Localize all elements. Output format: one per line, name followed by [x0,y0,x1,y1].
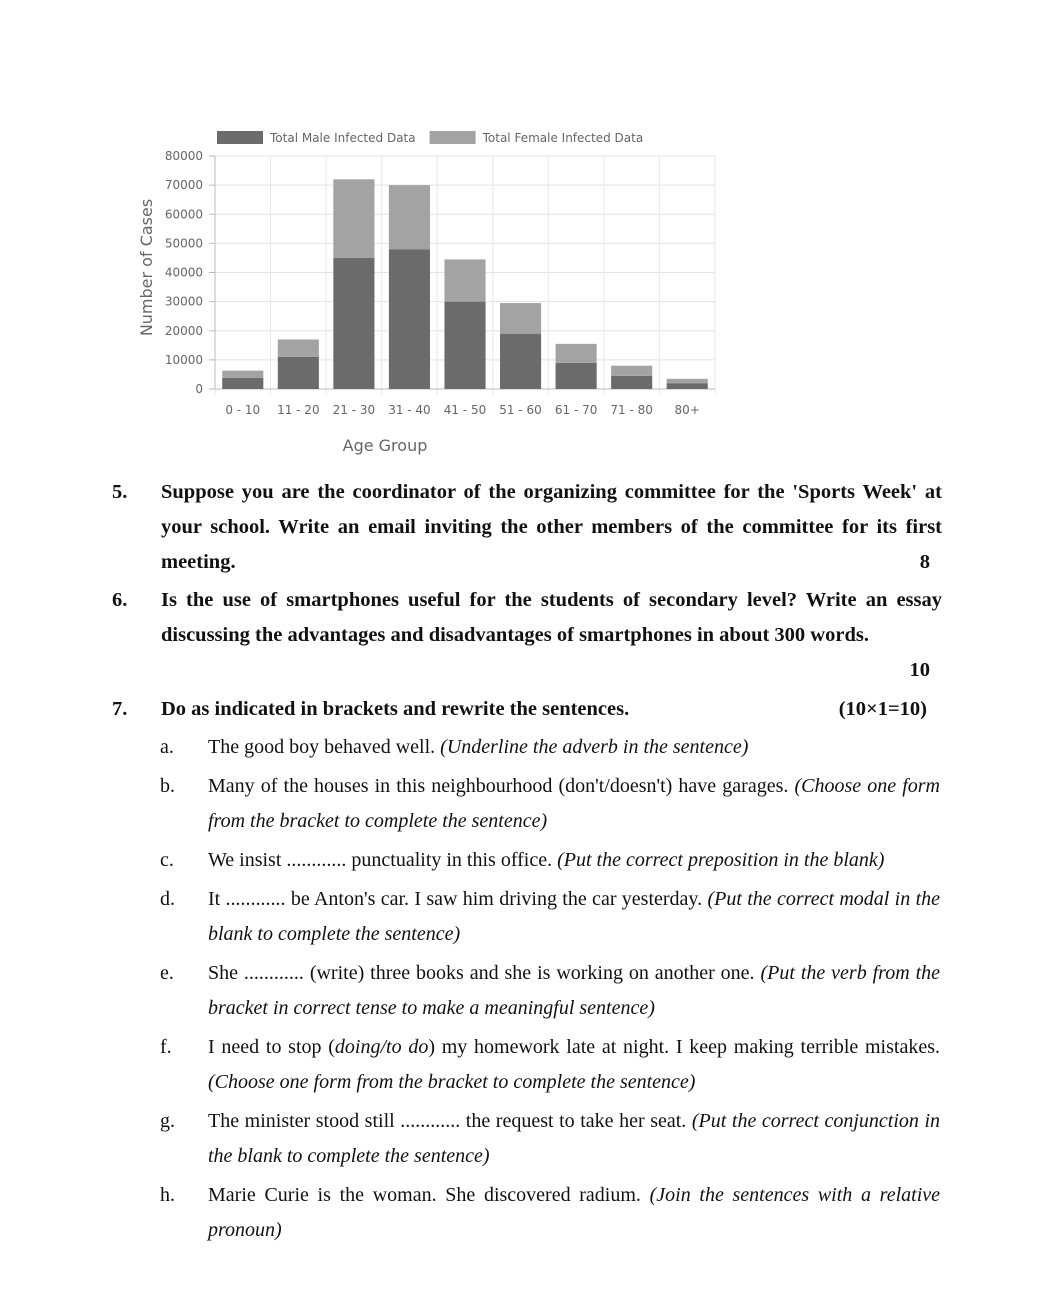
bar [278,339,319,356]
x-tick-label: 80+ [674,403,700,417]
y-axis-label: Number of Cases [137,198,156,337]
list-item [160,1104,940,1174]
item-text: The minister stood still ............ the request to take her seat. [208,1110,687,1132]
item-text: I need to stop ( [208,1036,335,1058]
item-letter: e. [160,962,174,984]
x-tick-label: 51 - 60 [499,403,542,417]
item-hint: (Put the correct modal in the blank to complete the sentence) [208,888,940,945]
item-letter: a. [160,736,174,758]
y-tick-label: 30000 [164,294,203,309]
item-hint: (Put the verb from the bracket in correct tense to make a meaningful sentence) [208,962,940,1019]
x-tick-label: 0 - 10 [225,403,261,417]
item-hint: (Put the correct preposition in the blank) [557,849,885,871]
y-tick-label: 80000 [164,149,203,163]
question-text: Do as indicated in brackets and rewrite the sentences. [161,698,630,720]
bar [222,378,263,389]
x-tick-label: 71 - 80 [610,403,653,417]
x-tick-label: 21 - 30 [332,403,376,417]
question-text: Suppose you are the coordinator of the organizing committee for the 'Sports Week' at your school. Write an email inviting the other members of the committee for its first meeting. [161,481,942,573]
age-group-chart [130,118,740,468]
x-axis-label: Age Group [342,436,428,455]
question-7-items [160,730,940,1252]
list-item [160,1030,940,1100]
question-5 [112,475,942,580]
item-hint: (Underline the adverb in the sentence) [440,736,749,758]
chart-svg [130,118,740,468]
list-item [160,769,940,839]
y-tick-label: 20000 [164,323,203,338]
bar [556,363,597,389]
x-tick-label: 11 - 20 [277,403,320,417]
question-number: 6. [112,589,128,611]
item-letter: h. [160,1184,175,1206]
question-number: 7. [112,698,128,720]
question-text: Is the use of smartphones useful for the students of secondary level? Write an essay discussing the advantages and disadvantages of smartphones in about 300 words. [161,589,942,646]
item-hint: (Choose one form from the bracket to complete the sentence) [208,775,940,832]
list-item [160,956,940,1026]
legend-label: Total Male Infected Data [270,131,416,145]
item-text: The good boy behaved well. [208,736,436,758]
legend-swatch [217,131,263,144]
bar [500,303,541,334]
item-text: She ............ (write) three books and she is working on another one. [208,962,755,984]
question-7 [112,692,927,727]
bar [444,259,485,301]
bar [389,249,430,389]
bar [278,357,319,389]
bar [611,376,652,389]
item-letter: b. [160,775,175,797]
list-item [160,730,940,765]
bar [556,344,597,363]
legend-label: Total Female Infected Data [482,131,644,145]
item-text: ) my homework late at night. I keep making terrible mistakes. [428,1036,940,1058]
item-letter: c. [160,849,174,871]
legend-swatch [430,131,476,144]
y-tick-label: 50000 [164,236,203,251]
bar [611,366,652,376]
question-number: 5. [112,481,128,503]
bar [389,185,430,249]
item-text: We insist ............ punctuality in this office. [208,849,553,871]
question-6 [112,583,942,688]
bar [333,258,374,389]
y-tick-label: 70000 [164,178,203,193]
y-tick-label: 10000 [164,352,203,367]
list-item [160,843,940,878]
item-text: Many of the houses in this neighbourhood (don't/doesn't) have garages. [208,775,789,797]
bar [667,379,708,383]
bar [333,179,374,258]
bar [222,371,263,378]
x-tick-label: 31 - 40 [388,403,431,417]
bar [500,334,541,389]
item-text-italic: doing/to do [334,1036,429,1058]
question-marks: (10×1=10) [838,698,927,720]
question-marks: 8 [919,551,930,573]
y-tick-label: 40000 [164,265,203,280]
y-tick-label: 0 [195,382,203,396]
item-hint: (Put the correct conjunction in the blank to complete the sentence) [208,1110,941,1167]
bar [667,383,708,389]
question-marks: 10 [909,659,930,681]
list-item [160,1178,940,1248]
item-hint: (Join the sentences with a relative pronoun) [208,1184,941,1241]
item-hint: (Choose one form from the bracket to complete the sentence) [208,1071,696,1093]
y-tick-label: 60000 [164,207,203,222]
item-letter: g. [160,1110,175,1132]
item-text: It ............ be Anton's car. I saw him driving the car yesterday. [208,888,703,910]
item-letter: d. [160,888,175,910]
x-tick-label: 41 - 50 [443,403,487,417]
list-item [160,882,940,952]
item-text: Marie Curie is the woman. She discovered radium. [208,1184,641,1206]
bar [444,302,485,389]
x-tick-label: 61 - 70 [554,403,598,417]
item-letter: f. [160,1036,172,1058]
